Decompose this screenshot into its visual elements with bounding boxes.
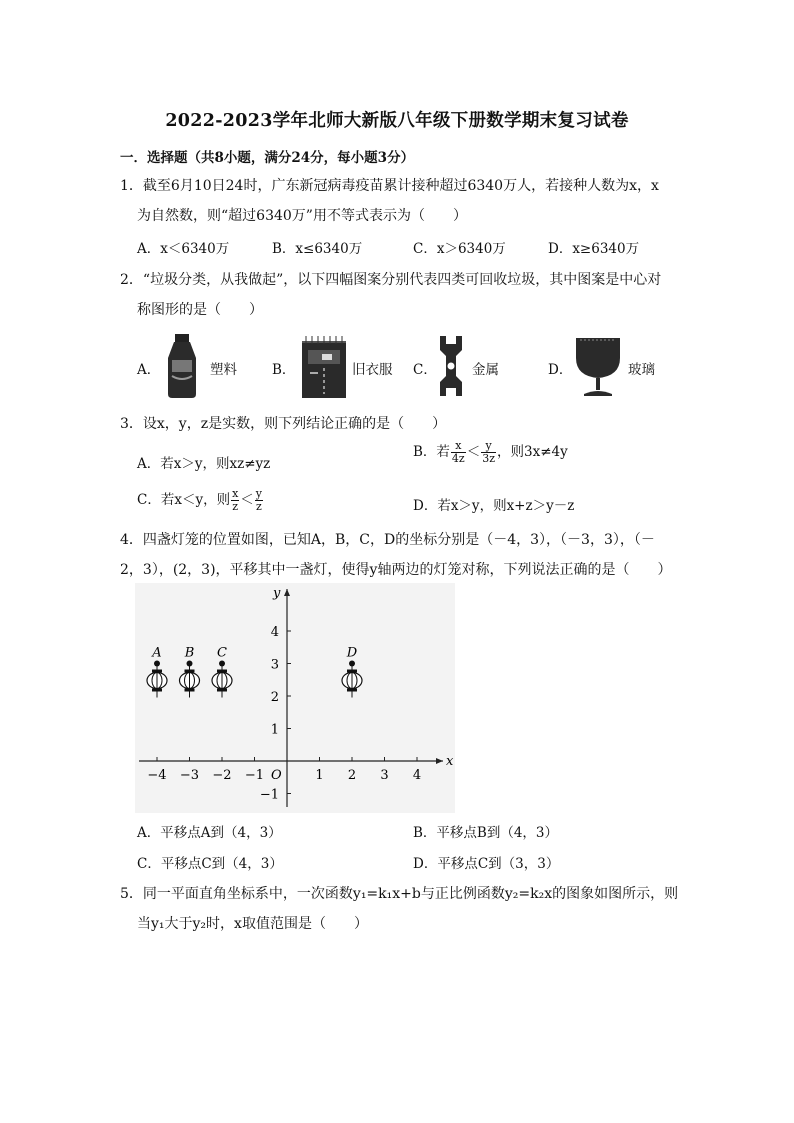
y-tick-label: −1 [259,787,279,803]
q3-stem: 3．设x，y，z是实数，则下列结论正确的是（ ） [120,416,447,432]
q4-option-a: A．平移点A到（4，3） [137,825,282,841]
q2-option-c-label: 金属 [472,362,499,378]
q5-stem-line1: 5．同一平面直角坐标系中，一次函数y₁=k₁x+b与正比例函数y₂=k₂x的图象如图所示，则 [120,886,679,902]
y-axis-label: y [273,586,281,601]
q3-c-prefix: C．若x＜y，则 [137,492,231,508]
q3-c-less-than: ＜ [240,492,254,508]
q3-c-fraction-1: $\frac{x}{z}$ [232,487,239,513]
lantern-label: A [152,645,162,661]
y-tick-label: 3 [270,657,279,673]
x-tick-label: −2 [212,768,232,783]
q1-option-b: B．x≤6340万 [272,241,363,257]
old-clothes-bin-icon [298,332,350,400]
q3-b-suffix: ，则3x≠4y [497,444,568,460]
origin-label: O [271,768,282,783]
q2-option-c-letter: C． [413,362,437,378]
lantern-label: D [346,645,358,661]
q3-b-prefix: B．若 [413,444,450,460]
x-tick-label: −4 [147,768,167,783]
wrench-icon [436,334,466,398]
section-heading: 一．选择题（共8小题，满分24分，每小题3分） [120,150,415,166]
q1-stem-line2: 为自然数，则“超过6340万”用不等式表示为（ ） [137,208,467,224]
lantern-base [185,689,195,692]
q5-stem-line2: 当y₁大于y₂时，x取值范围是（ ） [137,916,368,932]
y-tick-label: 2 [270,690,279,705]
q4-stem-line1: 4．四盏灯笼的位置如图，已知A，B，C，D的坐标分别是（－4，3），（－3，3），（－ [120,532,655,548]
q4-option-d: D．平移点C到（3，3） [413,856,560,872]
glass-cup-icon [572,332,624,400]
x-tick-label: 3 [380,768,389,783]
q3-option-b [413,440,568,465]
q1-option-c: C．x＞6340万 [413,241,506,257]
q2-stem-line1: 2．“垃圾分类，从我做起”，以下四幅图案分别代表四类可回收垃圾，其中图案是中心对 [120,272,662,288]
x-tick-label: −1 [244,768,265,783]
q2-stem-line2: 称图形的是（ ） [137,302,263,318]
lantern-label: C [217,645,227,661]
x-tick-label: 1 [315,768,324,783]
y-tick-label: 1 [270,722,279,738]
page-title: 2022-2023学年北师大新版八年级下册数学期末复习试卷 [165,111,629,131]
q3-b-fraction-1: $\frac{x}{4z}$ [451,439,465,465]
q3-b-less-than: ＜ [466,444,481,460]
x-tick-label: 2 [347,768,357,783]
y-tick-label: 4 [270,625,279,640]
q3-c-fraction-2: $\frac{y}{z}$ [255,487,263,513]
q3-option-d: D．若x＞y，则x+z＞y－z [413,498,575,514]
q2-option-b-letter: B． [272,362,296,378]
q3-option-c [137,488,264,513]
x-tick-label: −3 [179,768,200,783]
q2-option-b-label: 旧衣服 [352,362,393,378]
q4-coordinate-chart [135,583,455,813]
q2-option-a-label: 塑料 [210,362,237,378]
q2-option-a-letter: A． [137,362,161,378]
q2-option-d-label: 玻璃 [628,362,655,378]
q4-option-c: C．平移点C到（4，3） [137,856,283,872]
q4-option-b: B．平移点B到（4，3） [413,825,559,841]
q1-stem-line1: 1．截至6月10日24时，广东新冠病毒疫苗累计接种超过6340万人，若接种人数为x，x [120,178,659,194]
lantern-base [217,689,227,692]
q4-stem-line2: 2，3），(2，3)，平移其中一盏灯，使得y轴两边的灯笼对称，下列说法正确的是（ ） [120,562,672,578]
lantern-base [347,689,357,692]
q1-option-a: A．x＜6340万 [137,241,230,257]
q2-option-d-letter: D． [548,362,573,378]
x-tick-label: 4 [412,768,422,783]
lantern-base [152,689,162,692]
plastic-bottle-icon [162,332,202,400]
q3-b-fraction-2: $\frac{y}{3z}$ [482,439,496,465]
q1-option-d: D．x≥6340万 [548,241,640,257]
x-axis-label: x [446,754,454,769]
lantern-label: B [184,645,195,661]
q3-option-a: A．若x＞y，则xz≠yz [137,456,271,472]
